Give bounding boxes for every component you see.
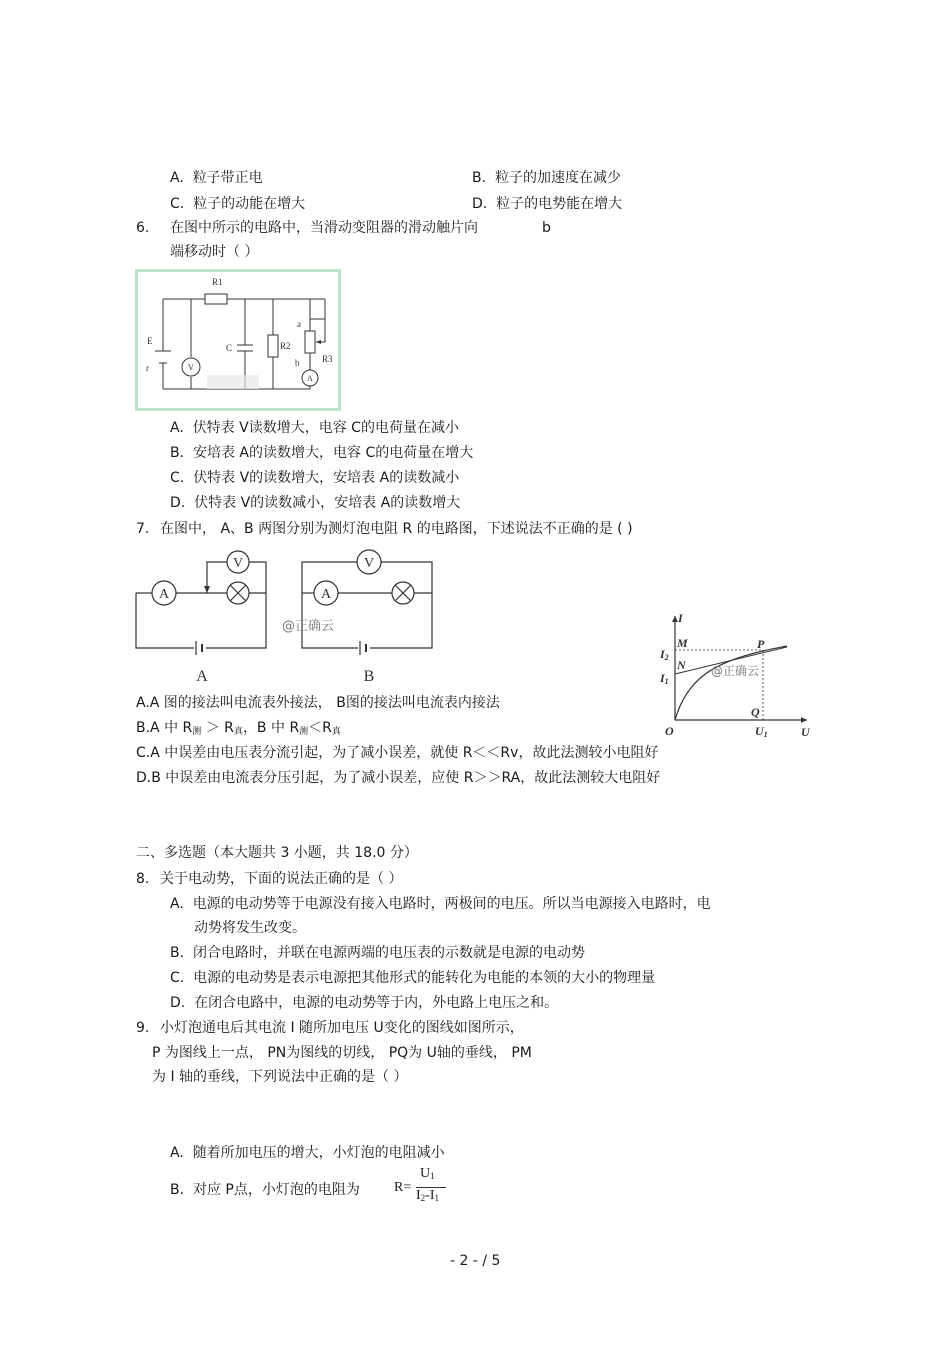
q5-option-c: C. 粒子的动能在增大 <box>170 196 306 212</box>
label-ammeter: A <box>307 374 313 383</box>
q6-circuit-figure <box>135 269 341 411</box>
q8-option-a-cont: 动势将发生改变。 <box>194 920 306 936</box>
graph-origin: O <box>665 724 674 738</box>
q9-option-a: A. 随着所加电压的增大，小灯泡的电阻减小 <box>170 1145 445 1161</box>
graph-axis-u: U <box>801 725 810 739</box>
label-b: b <box>295 358 300 368</box>
q9-formula <box>394 1166 454 1210</box>
q7-option-a: A.A 图的接法叫电流表外接法， B图的接法叫电流表内接法 <box>136 695 500 711</box>
q6-number: 6. <box>136 220 150 236</box>
q5-option-b: B. 粒子的加速度在减少 <box>472 170 621 186</box>
fig-a-caption: A <box>196 668 208 685</box>
q9-option-b: B. 对应 P点，小灯泡的电阻为 <box>170 1182 360 1198</box>
graph-point-n: N <box>677 658 686 672</box>
graph-point-p: P <box>757 637 765 651</box>
graph-watermark: @正确云 <box>711 664 760 678</box>
q7-option-b: B.A 中 $R_测 > R_真$，B 中 $R_测<R_真$ <box>136 720 341 737</box>
watermark-text: @正确云 <box>282 619 335 634</box>
label-r2: R2 <box>280 341 291 351</box>
q8-option-b: B. 闭合电路时，并联在电源两端的电压表的示数就是电源的电动势 <box>170 945 585 961</box>
q6-option-b: B. 安培表 A的读数增大，电容 C的电荷量在增大 <box>170 445 474 461</box>
fig-b-ammeter-label: A <box>320 587 332 602</box>
q7-option-d: D.B 中误差由电流表分压引起，为了减小误差，应使 R＞＞RA，故此法测较大电阻好 <box>136 770 661 786</box>
page-number: - 2 - / 5 <box>450 1253 501 1269</box>
label-e: E <box>147 336 153 346</box>
q7-option-c: C.A 中误差由电压表分流引起，为了减小误差，就使 R＜＜Rv，故此法测较小电阻好 <box>136 745 659 761</box>
q6-option-d: D. 伏特表 V的读数减小，安培表 A的读数增大 <box>170 495 461 511</box>
q7-stem: 在图中， A、B 两图分别为测灯泡电阻 R 的电路图，下述说法不正确的是 ( ) <box>160 521 633 537</box>
graph-point-m: M <box>677 636 688 650</box>
label-c: C <box>226 343 233 353</box>
graph-point-q: Q <box>751 705 760 719</box>
graph-axis-i: I <box>678 611 683 625</box>
q5-option-a: A. 粒子带正电 <box>170 170 263 186</box>
graph-i1: I1 <box>660 671 669 686</box>
section2-heading: 二、多选题（本大题共 3 小题，共 18.0 分） <box>136 845 418 861</box>
formula-lhs: R= <box>394 1180 412 1195</box>
q7-number: 7. <box>136 521 150 537</box>
label-r1: R1 <box>212 277 223 287</box>
label-a: a <box>297 319 301 329</box>
q6-stem-line1: 在图中所示的电路中，当滑动变阻器的滑动触片向 <box>170 220 478 236</box>
formula-denominator: $I_2-I_1$ <box>416 1188 439 1203</box>
graph-u1: U1 <box>755 724 768 739</box>
q5-option-d: D. 粒子的电势能在增大 <box>472 196 623 212</box>
fig-a-ammeter-label: A <box>158 587 170 602</box>
q7-circuit-figures <box>132 545 442 685</box>
label-r: r <box>146 363 149 373</box>
q9-line2: P 为图线上一点， PN为图线的切线， PQ为 U轴的垂线， PM <box>152 1045 532 1061</box>
label-v: V <box>188 363 194 372</box>
iu-graph <box>655 608 820 742</box>
q6-option-c: C. 伏特表 V的读数增大，安培表 A的读数减小 <box>170 470 460 486</box>
label-r3: R3 <box>322 354 333 364</box>
q6-stem-b: b <box>542 220 551 236</box>
q9-number: 9. <box>136 1020 150 1036</box>
q8-number: 8. <box>136 871 150 887</box>
fig-a-voltmeter-label: V <box>232 556 244 571</box>
formula-numerator: $U_1$ <box>420 1166 435 1181</box>
q8-stem: 关于电动势，下面的说法正确的是（ ） <box>160 871 403 887</box>
graph-i2: I2 <box>660 647 669 662</box>
q9-line1: 小灯泡通电后其电流 I 随所加电压 U变化的图线如图所示， <box>160 1020 524 1036</box>
fig-b-caption: B <box>363 668 375 685</box>
q6-stem-line2: 端移动时（ ） <box>170 244 259 260</box>
q6-option-a: A. 伏特表 V读数增大，电容 C的电荷量在减小 <box>170 420 459 436</box>
q8-option-d: D. 在闭合电路中，电源的电动势等于内，外电路上电压之和。 <box>170 995 559 1011</box>
q8-option-c: C. 电源的电动势是表示电源把其他形式的能转化为电能的本领的大小的物理量 <box>170 970 656 986</box>
q9-line3: 为 I 轴的垂线，下列说法中正确的是（ ） <box>152 1069 408 1085</box>
fig-b-voltmeter-label: V <box>363 556 375 571</box>
q8-option-a: A. 电源的电动势等于电源没有接入电路时，两极间的电压。所以当电源接入电路时，电 <box>170 896 711 912</box>
